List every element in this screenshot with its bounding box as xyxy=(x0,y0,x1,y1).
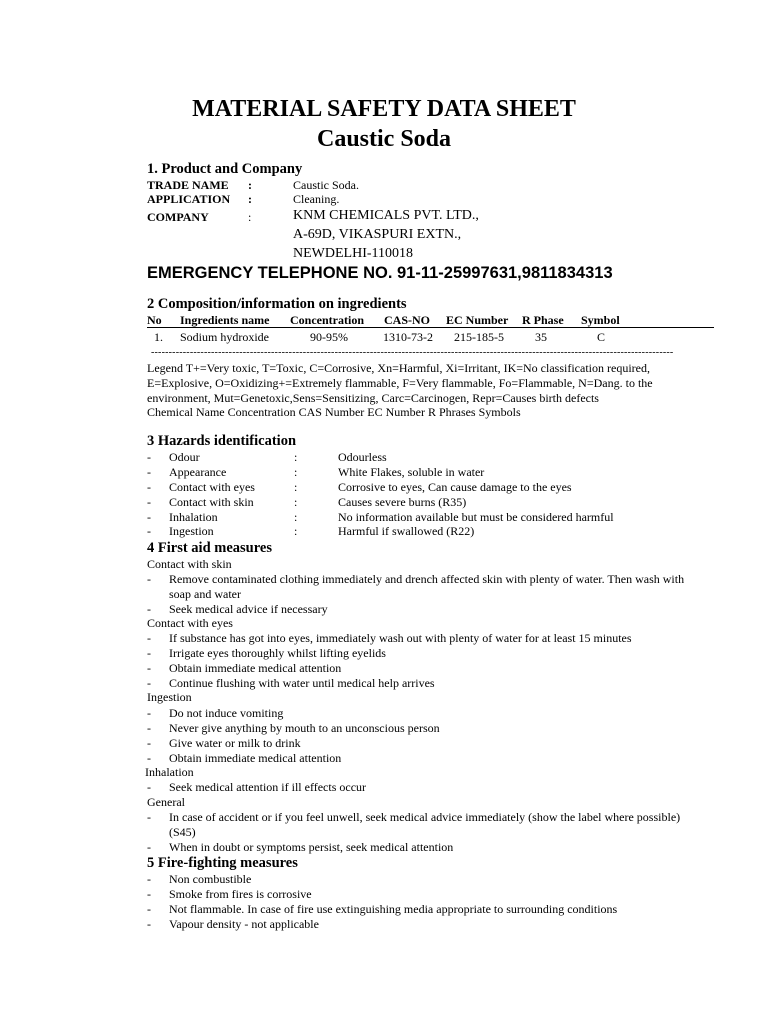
colon: : xyxy=(294,480,298,494)
document-title: MATERIAL SAFETY DATA SHEET xyxy=(192,96,576,122)
subsection-title: Contact with skin xyxy=(147,557,232,571)
trade-name-label: TRADE NAME xyxy=(147,178,229,192)
legend-line: Legend T+=Very toxic, T=Toxic, C=Corrosive, Xn=Harmful, Xi=Irritant, IK=No classification required, xyxy=(147,361,650,375)
column-header: CAS-NO xyxy=(384,313,431,327)
column-header: Symbol xyxy=(581,313,620,327)
list-dash: - xyxy=(147,646,151,660)
section1-heading: 1. Product and Company xyxy=(147,161,303,177)
hazard-label: Contact with skin xyxy=(169,495,254,509)
colon: : xyxy=(294,450,298,464)
list-item: In case of accident or if you feel unwell, seek medical advice immediately (show the label where possible) xyxy=(169,810,681,824)
list-dash: - xyxy=(147,902,151,916)
subsection-title: Contact with eyes xyxy=(147,616,233,630)
hazard-value: Harmful if swallowed (R22) xyxy=(338,524,475,538)
table-cell: 215-185-5 xyxy=(454,330,504,344)
colon: : xyxy=(248,192,252,206)
hazard-value: Corrosive to eyes, Can cause damage to the eyes xyxy=(338,480,572,494)
emergency-telephone: EMERGENCY TELEPHONE NO. 91-11-25997631,9811834313 xyxy=(147,264,613,282)
document-subtitle: Caustic Soda xyxy=(316,126,452,152)
legend-line: environment, Mut=Genetoxic,Sens=Sensitizing, Carc=Carcinogen, Repr=Causes birth defects xyxy=(147,391,599,405)
list-dash: - xyxy=(147,661,151,675)
list-item: Smoke from fires is corrosive xyxy=(169,887,312,901)
subsection-title: Inhalation xyxy=(145,765,194,779)
column-header: R Phase xyxy=(522,313,564,327)
table-cell: 35 xyxy=(535,330,547,344)
table-cell: Sodium hydroxide xyxy=(180,330,269,344)
list-dash: - xyxy=(147,736,151,750)
hazard-value: Odourless xyxy=(338,450,387,464)
list-dash: - xyxy=(147,751,151,765)
list-dash: - xyxy=(147,495,151,509)
list-dash: - xyxy=(147,450,151,464)
list-dash: - xyxy=(147,780,151,794)
trade-name-value: Caustic Soda. xyxy=(293,178,359,192)
company-line: A-69D, VIKASPURI EXTN., xyxy=(293,227,462,242)
hazard-value: No information available but must be considered harmful xyxy=(338,510,614,524)
section2-heading: 2 Composition/information on ingredients xyxy=(147,296,407,312)
list-dash: - xyxy=(147,810,151,824)
colon: : xyxy=(294,510,298,524)
list-item: When in doubt or symptoms persist, seek medical attention xyxy=(169,840,454,854)
colon: : xyxy=(294,524,298,538)
list-dash: - xyxy=(147,480,151,494)
table-cell: 90-95% xyxy=(310,330,348,344)
legend-line: Chemical Name Concentration CAS Number EC Number R Phrases Symbols xyxy=(147,405,521,419)
list-item: Continue flushing with water until medical help arrives xyxy=(169,676,435,690)
colon: : xyxy=(248,178,252,192)
list-dash: - xyxy=(147,465,151,479)
list-dash: - xyxy=(147,631,151,645)
section3-heading: 3 Hazards identification xyxy=(147,433,297,449)
list-item: Obtain immediate medical attention xyxy=(169,751,342,765)
list-dash: - xyxy=(147,676,151,690)
list-dash: - xyxy=(147,510,151,524)
list-dash: - xyxy=(147,602,151,616)
colon: : xyxy=(294,465,298,479)
application-value: Cleaning. xyxy=(293,192,340,206)
column-header: Concentration xyxy=(290,313,364,327)
company-label: COMPANY xyxy=(147,210,209,224)
list-item: Seek medical advice if necessary xyxy=(169,602,328,616)
list-dash: - xyxy=(147,524,151,538)
list-dash: - xyxy=(147,887,151,901)
list-dash: - xyxy=(147,840,151,854)
column-header: No xyxy=(147,313,162,327)
colon: : xyxy=(248,210,252,224)
hazard-label: Odour xyxy=(169,450,200,464)
list-item: Non combustible xyxy=(169,872,252,886)
application-label: APPLICATION xyxy=(147,192,231,206)
table-cell: 1. xyxy=(154,330,163,344)
list-item: Vapour density - not applicable xyxy=(169,917,319,931)
list-item-continuation: (S45) xyxy=(169,825,196,839)
section5-heading: 5 Fire-fighting measures xyxy=(147,855,298,871)
list-item-continuation: soap and water xyxy=(169,587,241,601)
hazard-label: Ingestion xyxy=(169,524,214,538)
list-item: Remove contaminated clothing immediately and drench affected skin with plenty of water. Then wash with xyxy=(169,572,685,586)
hazard-label: Contact with eyes xyxy=(169,480,255,494)
list-dash: - xyxy=(147,706,151,720)
list-item: Irrigate eyes thoroughly whilst lifting eyelids xyxy=(169,646,386,660)
list-item: Seek medical attention if ill effects occur xyxy=(169,780,367,794)
company-line: NEWDELHI-110018 xyxy=(293,246,414,261)
subsection-title: General xyxy=(147,795,185,809)
legend-line: E=Explosive, O=Oxidizing+=Extremely flammable, F=Very flammable, Fo=Flammable, N=Dang. to the xyxy=(147,376,653,390)
table-rule xyxy=(147,327,714,328)
table-cell: 1310-73-2 xyxy=(383,330,433,344)
colon: : xyxy=(294,495,298,509)
list-item: Give water or milk to drink xyxy=(169,736,301,750)
table-cell: C xyxy=(597,330,606,344)
list-item: Obtain immediate medical attention xyxy=(169,661,342,675)
hazard-label: Inhalation xyxy=(169,510,218,524)
list-dash: - xyxy=(147,572,151,586)
list-dash: - xyxy=(147,721,151,735)
list-item: Not flammable. In case of fire use extinguishing media appropriate to surrounding conditions xyxy=(169,902,618,916)
company-line: KNM CHEMICALS PVT. LTD., xyxy=(293,208,479,223)
list-dash: - xyxy=(147,917,151,931)
list-item: If substance has got into eyes, immediately wash out with plenty of water for at least 15 minutes xyxy=(169,631,632,645)
column-header: Ingredients name xyxy=(180,313,270,327)
list-dash: - xyxy=(147,872,151,886)
section4-heading: 4 First aid measures xyxy=(147,540,272,556)
column-header: EC Number xyxy=(446,313,509,327)
subsection-title: Ingestion xyxy=(147,690,192,704)
hazard-value: Causes severe burns (R35) xyxy=(338,495,467,509)
hazard-value: White Flakes, soluble in water xyxy=(338,465,485,479)
list-item: Never give anything by mouth to an unconscious person xyxy=(169,721,440,735)
list-item: Do not induce vomiting xyxy=(169,706,284,720)
hazard-label: Appearance xyxy=(169,465,227,479)
dashed-separator: ---------------------------------------------------------------------------------------------------------------------------------------------------- xyxy=(151,347,674,358)
